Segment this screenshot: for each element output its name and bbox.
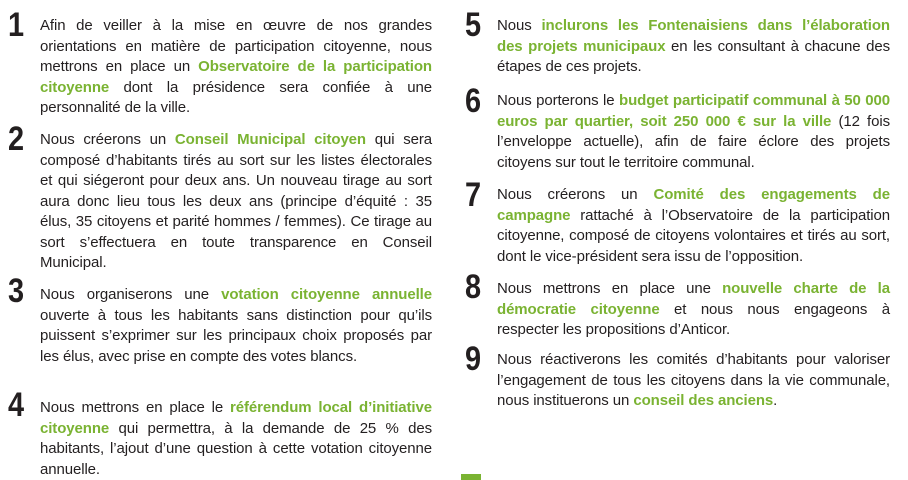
item-text-before: Afin de veiller à la mise en œuvre de nos grandes orientations en matière de participation citoyenne, nous mettrons en place un [40, 17, 432, 75]
item-text-after: et nous nous engageons à respecter les propositions d’Anticor. [497, 300, 890, 338]
item-text-before: Nous créerons un [40, 131, 175, 148]
item-highlight: votation citoyenne annuelle [221, 286, 432, 303]
item-text [497, 91, 890, 173]
item-text-after: ouverte à tous les habitants sans distinction pour qu’ils puissent s’exprimer sur les principaux choix proposés par les élus, avec prise en compte des votes blancs. [40, 306, 432, 365]
item-number: 2 [8, 120, 25, 158]
item-highlight: Observatoire de la participation citoyenne [40, 58, 432, 96]
item-text-before: Nous mettrons en place le [40, 399, 230, 416]
item-text-before: Nous [497, 17, 542, 34]
item-highlight: Comité des engagements de campagne [497, 186, 890, 224]
item-number: 5 [465, 6, 482, 44]
item-highlight: référendum local d’initiative citoyenne [40, 399, 432, 437]
item-highlight: conseil des anciens [633, 392, 774, 409]
item-text-after: . [773, 392, 778, 409]
item-text-after: en les consultant à chacune des étapes de ces projets. [497, 37, 890, 75]
item-text-before: Nous porterons le [497, 92, 620, 109]
item-text-after: qui sera composé d’habitants tirés au sort sur les listes électorales et qui siégeront pour deux ans. Un nouveau tirage au sort aura donc lieu tous les deux ans (principe d’équité : 35 élus, 35 citoyens et parité hommes / femmes). Ce tirage au sort s’effectuera en toute transparence en Conseil Municipal. [40, 131, 432, 271]
next-item-marker [461, 474, 481, 480]
item-text-before: Nous réactiverons les comités d’habitants pour valoriser l’engagement de tous les citoyens dans la vie communale, nous instituerons un [497, 351, 890, 409]
item-highlight: nouvelle charte de la démocratie citoyenne [497, 280, 890, 318]
item-text [40, 398, 432, 480]
item-text [40, 130, 432, 274]
item-number: 9 [465, 340, 482, 378]
item-text [497, 350, 890, 412]
item-text [40, 16, 432, 119]
item-text-after: (12 fois l’enveloppe actuelle), afin de faire éclore des projets citoyens sur tout le territoire communal. [497, 112, 890, 171]
item-text [497, 185, 890, 267]
item-text [497, 16, 890, 78]
item-text-before: Nous mettrons en place une [497, 280, 723, 297]
item-number: 7 [465, 176, 482, 214]
item-text-after: dont la présidence sera confiée à une personnalité de la ville. [40, 78, 432, 116]
item-text-after: rattaché à l’Observatoire de la participation citoyenne, composé de citoyens volontaires et tirés au sort, dont le vice-président sera issu de l’opposition. [497, 206, 890, 265]
item-number: 6 [465, 82, 482, 120]
item-highlight: budget participatif communal à 50 000 euros par quartier, soit 250 000 € sur la ville [497, 92, 891, 130]
item-text-before: Nous organiserons une [40, 286, 222, 303]
item-text-after: qui permettra, à la demande de 25 % des habitants, l’ajout d’une question à cette votation citoyenne annuelle. [40, 419, 432, 478]
item-text [497, 279, 890, 341]
item-text [40, 285, 432, 367]
item-highlight: inclurons les Fontenaisiens dans l’élaboration des projets municipaux [497, 17, 890, 55]
item-number: 8 [465, 268, 482, 306]
item-number: 1 [8, 6, 25, 44]
item-text-before: Nous créerons un [497, 186, 654, 203]
item-highlight: Conseil Municipal citoyen [174, 131, 366, 148]
item-number: 3 [8, 272, 25, 310]
item-number: 4 [8, 386, 25, 424]
